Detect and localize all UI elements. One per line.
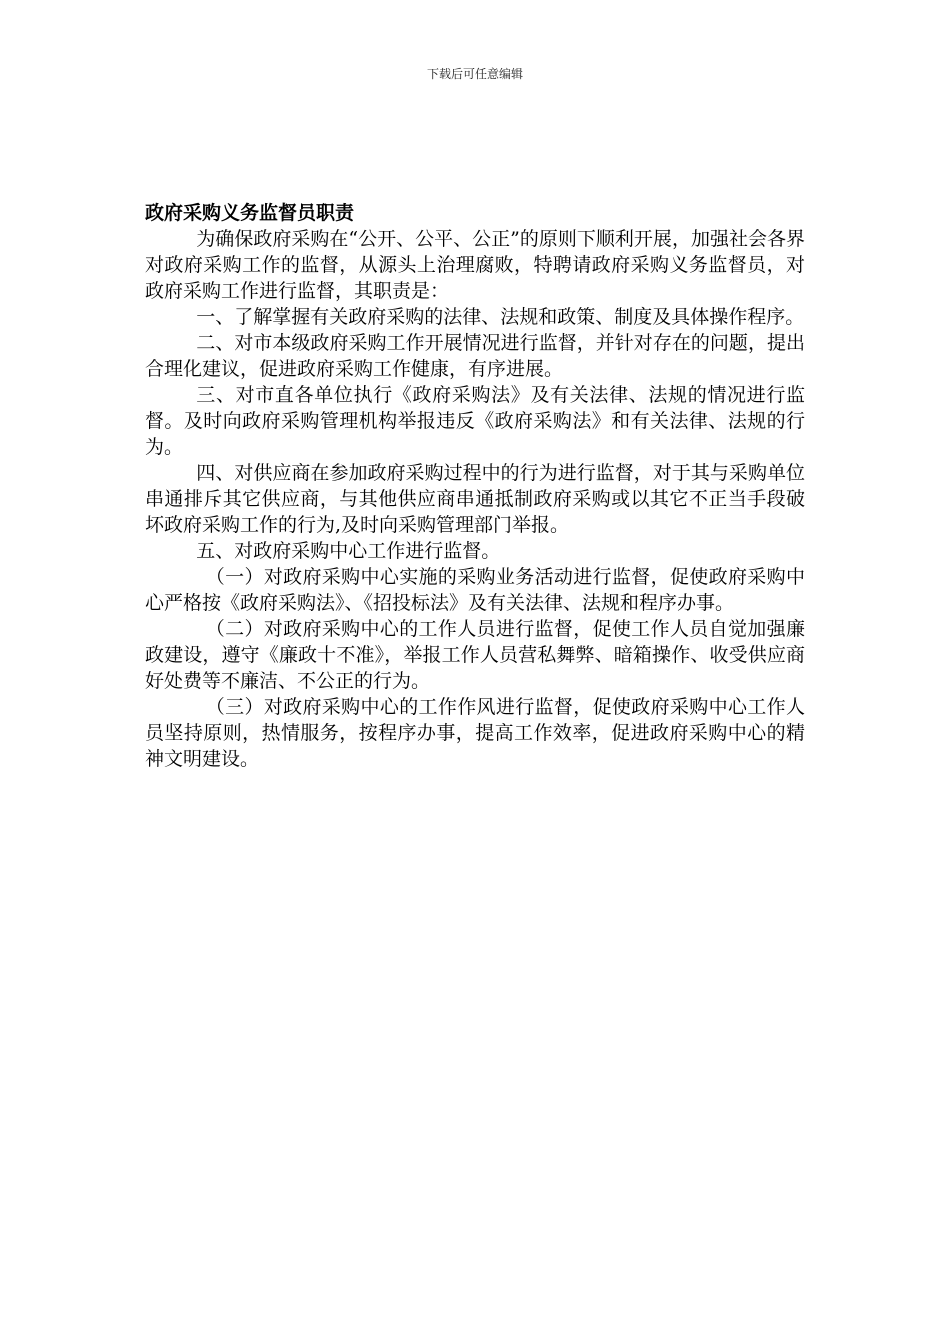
paragraph-duty-5-sub-3: （三）对政府采购中心的工作作风进行监督，促使政府采购中心工作人员坚持原则，热情服务，按程序办事，提高工作效率，促进政府采购中心的精神文明建设。 (145, 696, 805, 770)
document-title: 政府采购义务监督员职责 (145, 202, 355, 224)
paragraph-intro: 为确保政府采购在“公开、公平、公正”的原则下顺利开展，加强社会各界对政府采购工作的监督，从源头上治理腐败，特聘请政府采购义务监督员，对政府采购工作进行监督，其职责是： (145, 228, 805, 302)
paragraph-duty-1: 一、了解掌握有关政府采购的法律、法规和政策、制度及具体操作程序。 (196, 306, 805, 328)
page-header-note: 下载后可任意编辑 (426, 67, 523, 81)
document-body (145, 200, 805, 772)
paragraph-duty-5: 五、对政府采购中心工作进行监督。 (196, 540, 501, 562)
paragraph-duty-3: 三、对市直各单位执行《政府采购法》及有关法律、法规的情况进行监督。及时向政府采购管理机构举报违反《政府采购法》和有关法律、法规的行为。 (145, 384, 805, 458)
paragraph-duty-2: 二、对市本级政府采购工作开展情况进行监督，并针对存在的问题，提出合理化建议，促进政府采购工作健康，有序进展。 (145, 332, 805, 380)
paragraph-duty-5-sub-1: （一）对政府采购中心实施的采购业务活动进行监督，促使政府采购中心严格按《政府采购法》、《招投标法》及有关法律、法规和程序办事。 (145, 566, 805, 614)
paragraph-duty-4: 四、对供应商在参加政府采购过程中的行为进行监督，对于其与采购单位串通排斥其它供应商，与其他供应商串通抵制政府采购或以其它不正当手段破坏政府采购工作的行为,及时向采购管理部门举报。 (145, 462, 805, 536)
paragraph-duty-5-sub-2: （二）对政府采购中心的工作人员进行监督，促使工作人员自觉加强廉政建设，遵守《廉政十不准》，举报工作人员营私舞弊、暗箱操作、收受供应商好处费等不廉洁、不公正的行为。 (145, 618, 805, 692)
